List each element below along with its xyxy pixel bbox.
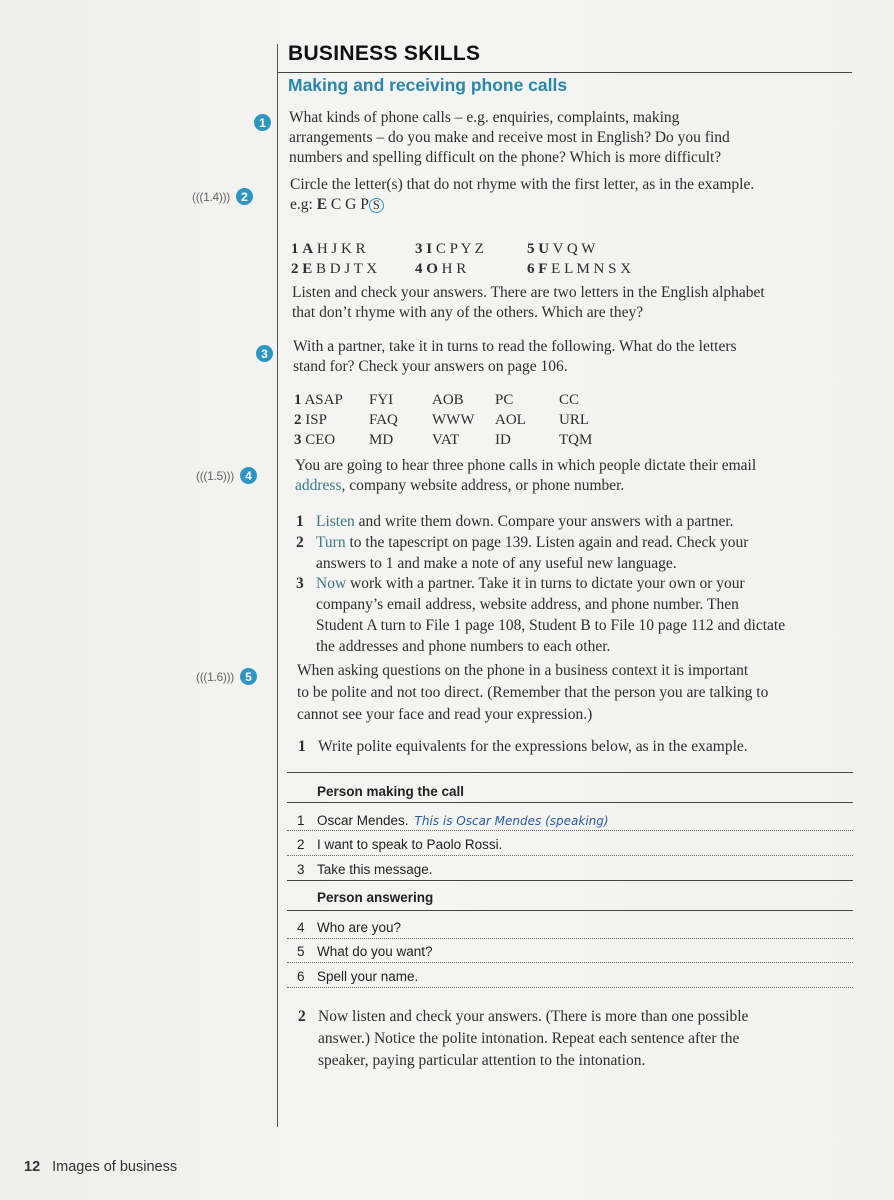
- circled-letter: S: [369, 198, 384, 213]
- handwritten-answer: This is Oscar Mendes (speaking): [414, 814, 609, 828]
- abbreviation-grid: 1 ASAP FYI AOB PC CC 2 ISP FAQ WWW AOL URL 3 CEO MD VAT ID TQM: [294, 392, 593, 448]
- rhyme-row: 4 O H R: [415, 261, 467, 277]
- section-name: Images of business: [52, 1159, 178, 1175]
- polite-expressions-table: [287, 772, 853, 992]
- audio-track-icon: (((1.6))): [196, 669, 234, 684]
- exercise-5-item-2: 2 Now listen and check your answers. (There is more than one possible answer.) Notice the polite intonation. Repeat each sentence after the speaker, paying particular attention to the intonation.: [298, 1008, 749, 1069]
- rhyme-letter-grid: [291, 239, 647, 279]
- rhyme-row: 6 F E L M N S X: [527, 261, 632, 277]
- exercise-4-item-1: 1 Listen and write them down. Compare your answers with a partner.: [296, 513, 734, 530]
- exercise-3-text: With a partner, take it in turns to read the following. What do the letters stand for? Check your answers on page 106.: [293, 338, 737, 375]
- table-row: 5 What do you want?: [297, 944, 433, 959]
- rhyme-row: 3 I C P Y Z: [415, 241, 484, 257]
- rhyme-row: 5 U V Q W: [527, 241, 596, 257]
- exercise-2-listen: Listen and check your answers. There are two letters in the English alphabet that don’t rhyme with any of the others. Which are they?: [292, 284, 765, 321]
- page-footer: [24, 1159, 177, 1175]
- exercise-5-text: When asking questions on the phone in a business context it is important to be polite and not too direct. (Remember that the person you are talking to cannot see your face and read your expression.): [297, 662, 769, 723]
- table-row: 2 I want to speak to Paolo Rossi.: [297, 837, 503, 852]
- exercise-4-text: You are going to hear three phone calls in which people dictate their email address, company website address, or phone number.: [295, 457, 757, 494]
- exercise-1-marker: [254, 114, 271, 131]
- exercise-2-example: e.g: E C G P S: [290, 195, 850, 215]
- audio-track-icon: (((1.5))): [196, 468, 234, 483]
- exercise-number-badge: 1: [254, 114, 271, 131]
- exercise-number-badge: 2: [236, 188, 253, 205]
- exercise-number-badge: 5: [240, 668, 257, 685]
- exercise-2-instruction: Circle the letter(s) that do not rhyme with the first letter, as in the example. e.g: E C G P S: [290, 175, 850, 215]
- exercise-3-marker: [256, 345, 273, 362]
- exercise-4-marker: [196, 467, 257, 484]
- exercise-2-marker: [192, 188, 253, 205]
- exercise-4-item-2: 2 Turn to the tapescript on page 139. Listen again and read. Check your answers to 1 and make a note of any useful new language.: [296, 534, 749, 572]
- exercise-number-badge: 3: [256, 345, 273, 362]
- section-subtitle: Making and receiving phone calls: [288, 75, 568, 95]
- table-row: 3 Take this message.: [297, 862, 433, 877]
- table-heading-caller: Person making the call: [317, 784, 465, 799]
- rhyme-row: 2 E B D J T X: [291, 261, 378, 277]
- table-row: 1 Oscar Mendes. This is Oscar Mendes (speaking): [297, 813, 609, 828]
- table-row: 6 Spell your name.: [297, 969, 419, 984]
- table-heading-answerer: Person answering: [317, 890, 434, 905]
- rhyme-row: 1 A H J K R: [291, 241, 366, 257]
- exercise-1-text: What kinds of phone calls – e.g. enquiries, complaints, making arrangements – do you make and receive most in English? Do you find numbers and spelling difficult on the phone? Which is more difficult?: [289, 109, 730, 166]
- page-number: 12: [24, 1159, 41, 1175]
- audio-track-icon: (((1.4))): [192, 189, 230, 204]
- exercise-number-badge: 4: [240, 467, 257, 484]
- title-rule: [278, 72, 852, 73]
- exercise-5-item-1: 1 Write polite equivalents for the expressions below, as in the example.: [298, 738, 748, 755]
- section-title: BUSINESS SKILLS: [288, 42, 481, 65]
- column-divider: [277, 44, 278, 1127]
- exercise-5-marker: [196, 668, 257, 685]
- exercise-4-item-3: 3 Now work with a partner. Take it in turns to dictate your own or your company’s email address, website address, and phone number. Then Student A turn to File 1 page 108, Student B to File 10 page 112 and dictate the addresses and phone numbers to each other.: [296, 575, 786, 655]
- table-row: 4 Who are you?: [297, 920, 402, 935]
